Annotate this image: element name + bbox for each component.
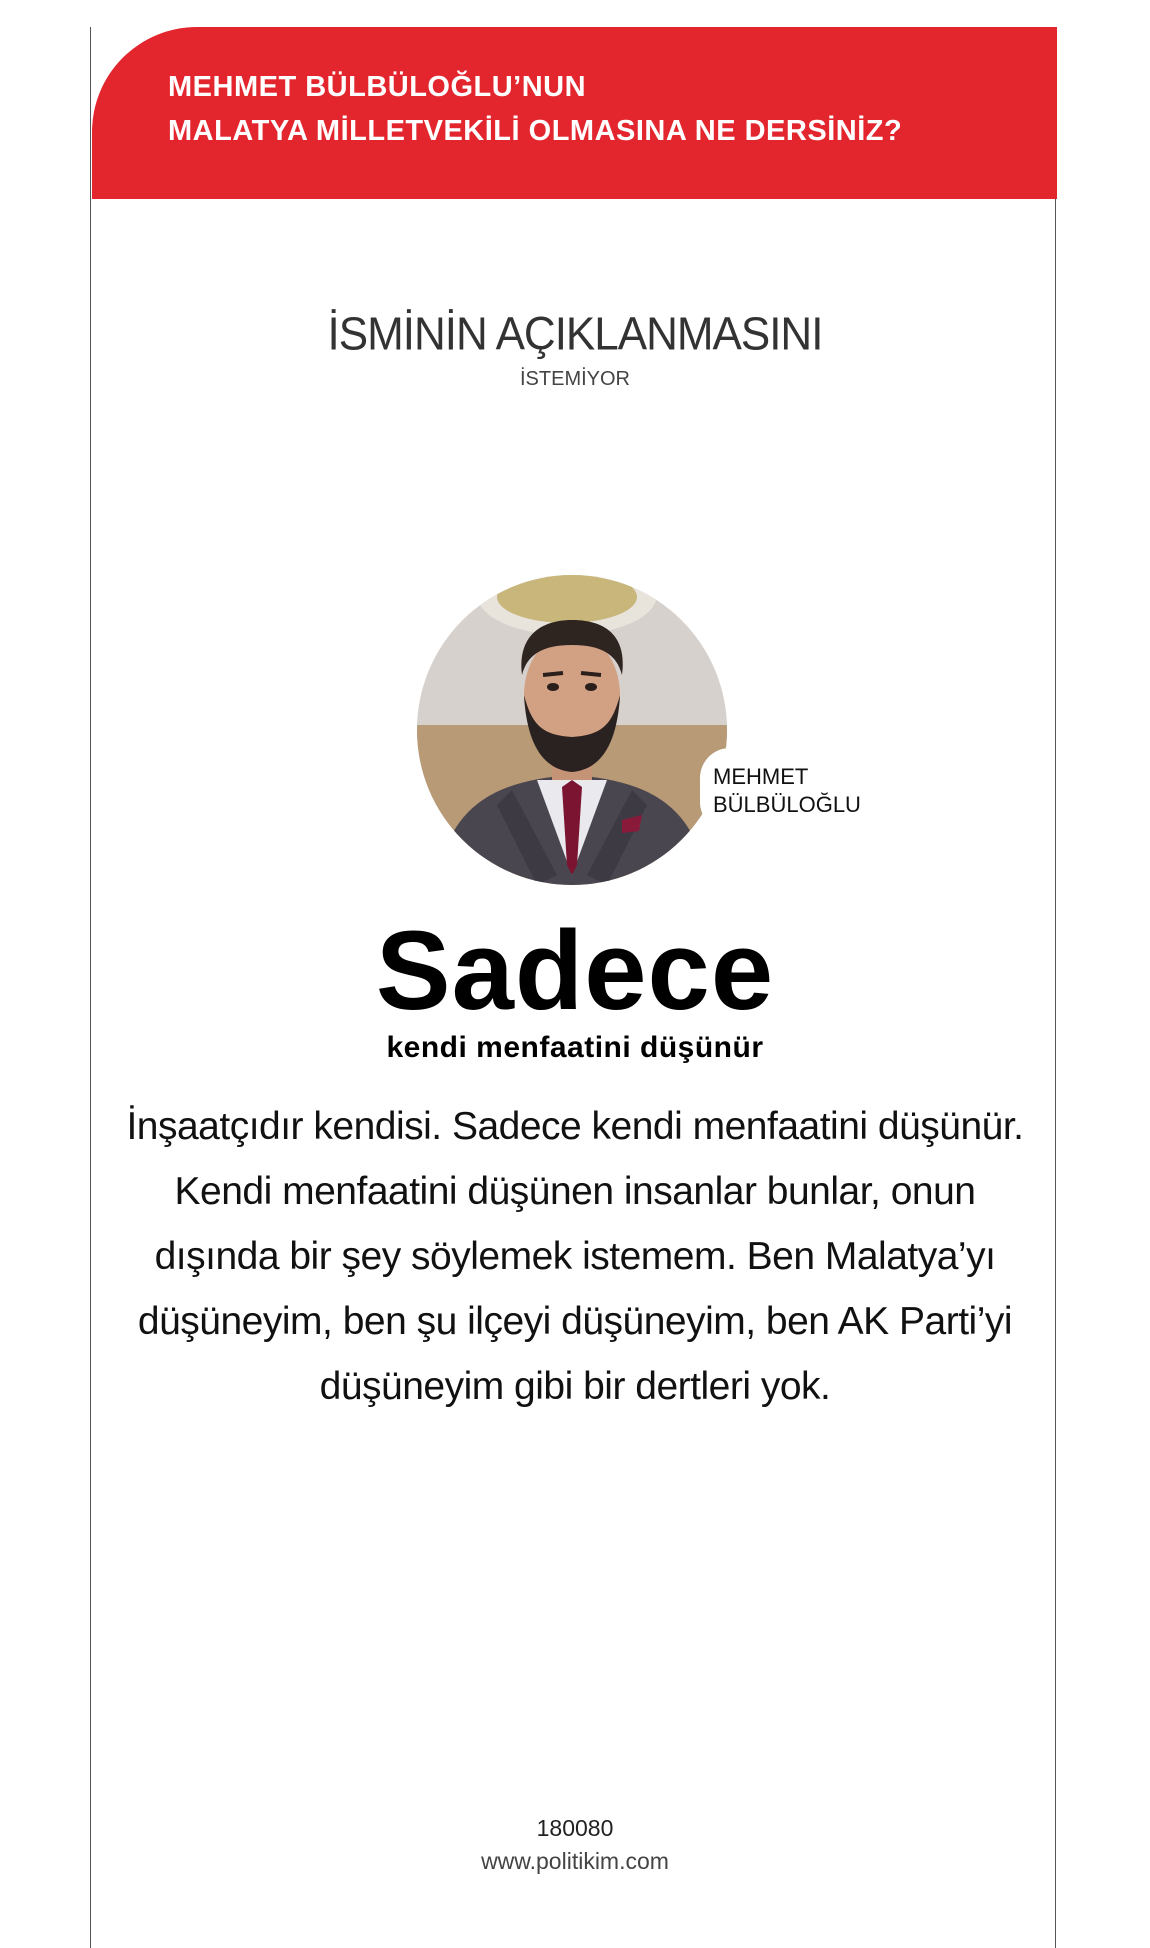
portrait-photo — [417, 575, 727, 885]
name-tag — [700, 748, 890, 832]
tagline: kendi menfaatini düşünür — [386, 1031, 764, 1064]
portrait-icon — [417, 575, 727, 885]
respondent-subtitle: İSTEMİYOR — [519, 368, 630, 390]
header-question-line-1: MEHMET BÜLBÜLOĞLU’NUN — [168, 71, 587, 103]
footer-url: www.politikim.com — [481, 1848, 669, 1874]
header-banner — [92, 27, 1057, 199]
person-last-name: BÜLBÜLOĞLU — [713, 792, 861, 817]
header-question-line-2: MALATYA MİLLETVEKİLİ OLMASINA NE DERSİNİZ? — [168, 115, 903, 147]
respondent-title: İSMİNİN AÇIKLANMASINI — [327, 308, 823, 361]
headline: Sadece — [375, 908, 775, 1033]
quote-text: İnşaatçıdır kendisi. Sadece kendi menfaatini düşünür. Kendi menfaatini düşünen insanlar bunlar, onun dışında bir şey söylemek istemem. Ben Malatya’yı düşüneyim, ben şu ilçeyi düşüneyim, ben AK Parti’yi düşüneyim gibi bir dertleri yok. — [126, 1105, 1024, 1408]
person-first-name: MEHMET — [713, 764, 809, 789]
footer-id: 180080 — [536, 1815, 614, 1841]
